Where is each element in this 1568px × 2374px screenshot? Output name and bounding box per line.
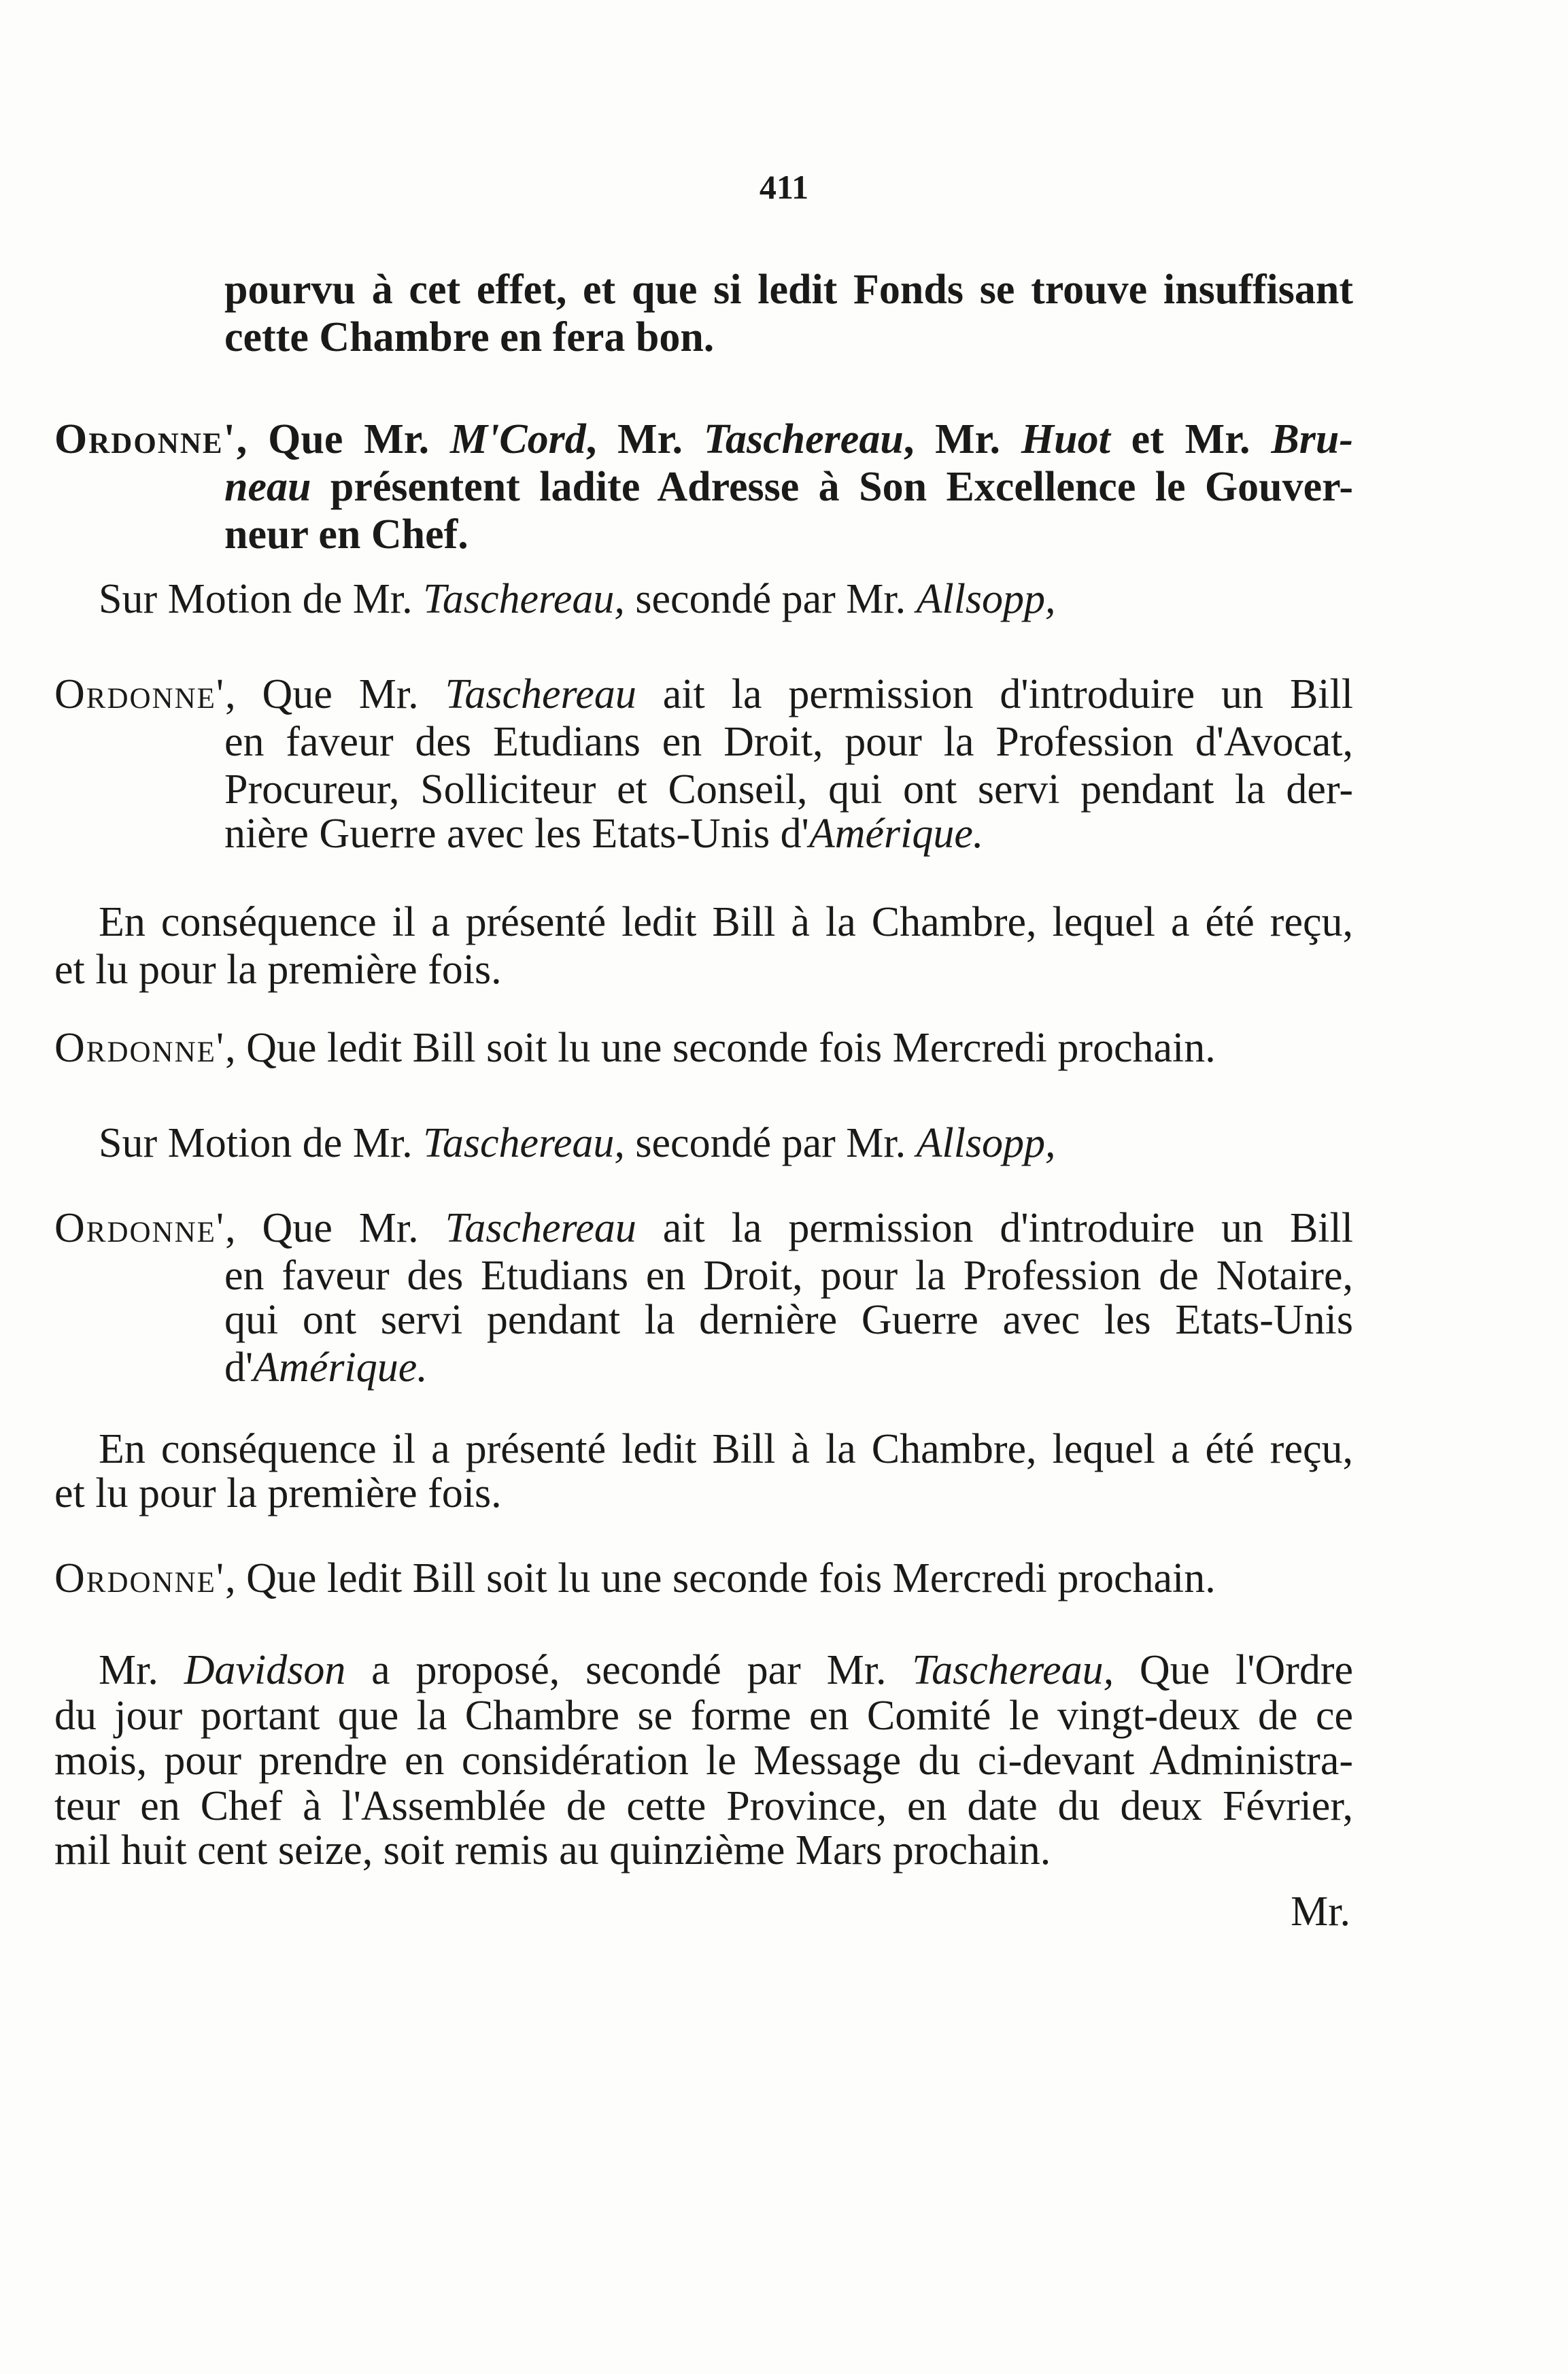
text-run: , Que ledit Bill soit lu une seconde fois Mercredi prochain. [225,1555,1216,1601]
text-run: secondé par Mr. [624,1120,917,1166]
italic-name: Taschereau, [912,1647,1114,1693]
text-line [54,670,1353,719]
ordonne-label: Ordonne' [54,416,237,462]
text-line [224,462,1353,511]
text-run: , Mr. [903,416,1021,462]
text-line [54,1023,1216,1072]
ordonne-label: Ordonne' [54,671,226,717]
text-run: , Mr. [585,416,704,462]
text-line [99,898,1353,947]
text-run: a proposé, secondé par Mr. [345,1647,913,1693]
italic-name: Taschereau [703,416,904,462]
italic-name: Taschereau [445,671,636,717]
italic-name: Allsopp, [916,1120,1056,1166]
text-run: mois, pour prendre en considération le Message du ci-devant Administra- [54,1737,1353,1784]
text-run: Sur Motion de Mr. [99,1120,424,1166]
text-run: neur en Chef. [224,511,468,558]
text-line [54,945,502,994]
text-run: ait la permission d'introduire un Bill [636,671,1353,717]
text-run: en faveur des Etudians en Droit, pour la Profession de Notaire, [224,1253,1353,1299]
italic-name: Bru- [1271,416,1353,462]
italic-name: Allsopp, [916,576,1056,622]
text-line [54,1691,1353,1740]
text-run: en faveur des Etudians en Droit, pour la Profession d'Avocat, [224,719,1353,765]
text-line [54,1736,1353,1785]
text-run: , Que Mr. [236,416,450,462]
page-number: 411 [759,168,809,206]
text-run: teur en Chef à l'Assemblée de cette Province, en date du deux Février, [54,1783,1353,1829]
text-line [54,1554,1216,1603]
catchword: Mr. [1291,1888,1350,1935]
text-line [54,1782,1353,1831]
text-line [224,765,1353,814]
text-line [224,809,983,858]
text-line [99,1425,1353,1474]
ordonne-label: Ordonne' [54,1025,226,1071]
italic-name: Amérique. [808,811,984,857]
ordonne-label: Ordonne' [54,1205,226,1251]
text-line [224,717,1353,766]
text-run: mil huit cent seize, soit remis au quinzième Mars prochain. [54,1827,1051,1873]
italic-name: neau [224,464,311,510]
italic-name: Amérique. [253,1344,428,1391]
text-line [224,510,468,559]
text-run: , Que Mr. [225,1205,445,1251]
text-run: du jour portant que la Chambre se forme en Comité le vingt-deux de ce [54,1693,1353,1739]
text-line [99,1119,1056,1168]
text-run: Que l'Ordre [1114,1647,1354,1693]
text-line [54,1826,1051,1875]
text-run: En conséquence il a présenté ledit Bill à la Chambre, lequel a été reçu, [99,899,1353,945]
text-line [99,1646,1353,1695]
text-line [99,575,1056,624]
text-line [224,1343,428,1392]
italic-name: Taschereau, [423,1120,625,1166]
text-line [224,265,1353,314]
italic-name: Huot [1021,416,1110,462]
text-line [224,1295,1353,1344]
text-run: , Que ledit Bill soit lu une seconde fois Mercredi prochain. [225,1025,1216,1071]
text-run: présentent ladite Adresse à Son Excellence le Gouver- [311,464,1353,510]
text-run: et lu pour la première fois. [54,947,502,993]
text-run: En conséquence il a présenté ledit Bill à la Chambre, lequel a été reçu, [99,1426,1353,1472]
text-line [224,313,714,362]
text-run: Procureur, Solliciteur et Conseil, qui ont servi pendant la der- [224,766,1353,813]
text-run: , Que Mr. [225,671,445,717]
italic-name: M'Cord [449,416,586,462]
ordonne-label: Ordonne' [54,1555,226,1601]
text-line [54,415,1353,464]
text-line [54,1204,1353,1253]
text-run: d' [224,1344,254,1391]
text-run: et lu pour la première fois. [54,1470,502,1516]
text-run: secondé par Mr. [624,576,917,622]
text-run: qui ont servi pendant la dernière Guerre avec les Etats-Unis [224,1297,1353,1343]
text-run: cette Chambre en fera bon. [224,314,715,360]
text-run: ait la permission d'introduire un Bill [636,1205,1353,1251]
text-run: Sur Motion de Mr. [99,576,424,622]
text-line [224,1251,1353,1300]
italic-name: Davidson [184,1647,346,1693]
italic-name: Taschereau [445,1205,636,1251]
text-run: pourvu à cet effet, et que si ledit Fonds se trouve insuffisant [224,267,1353,313]
text-run: Mr. [99,1647,184,1693]
italic-name: Taschereau, [423,576,625,622]
text-run: nière Guerre avec les Etats-Unis d' [224,811,809,857]
text-line [54,1469,502,1518]
text-run: et Mr. [1110,416,1272,462]
